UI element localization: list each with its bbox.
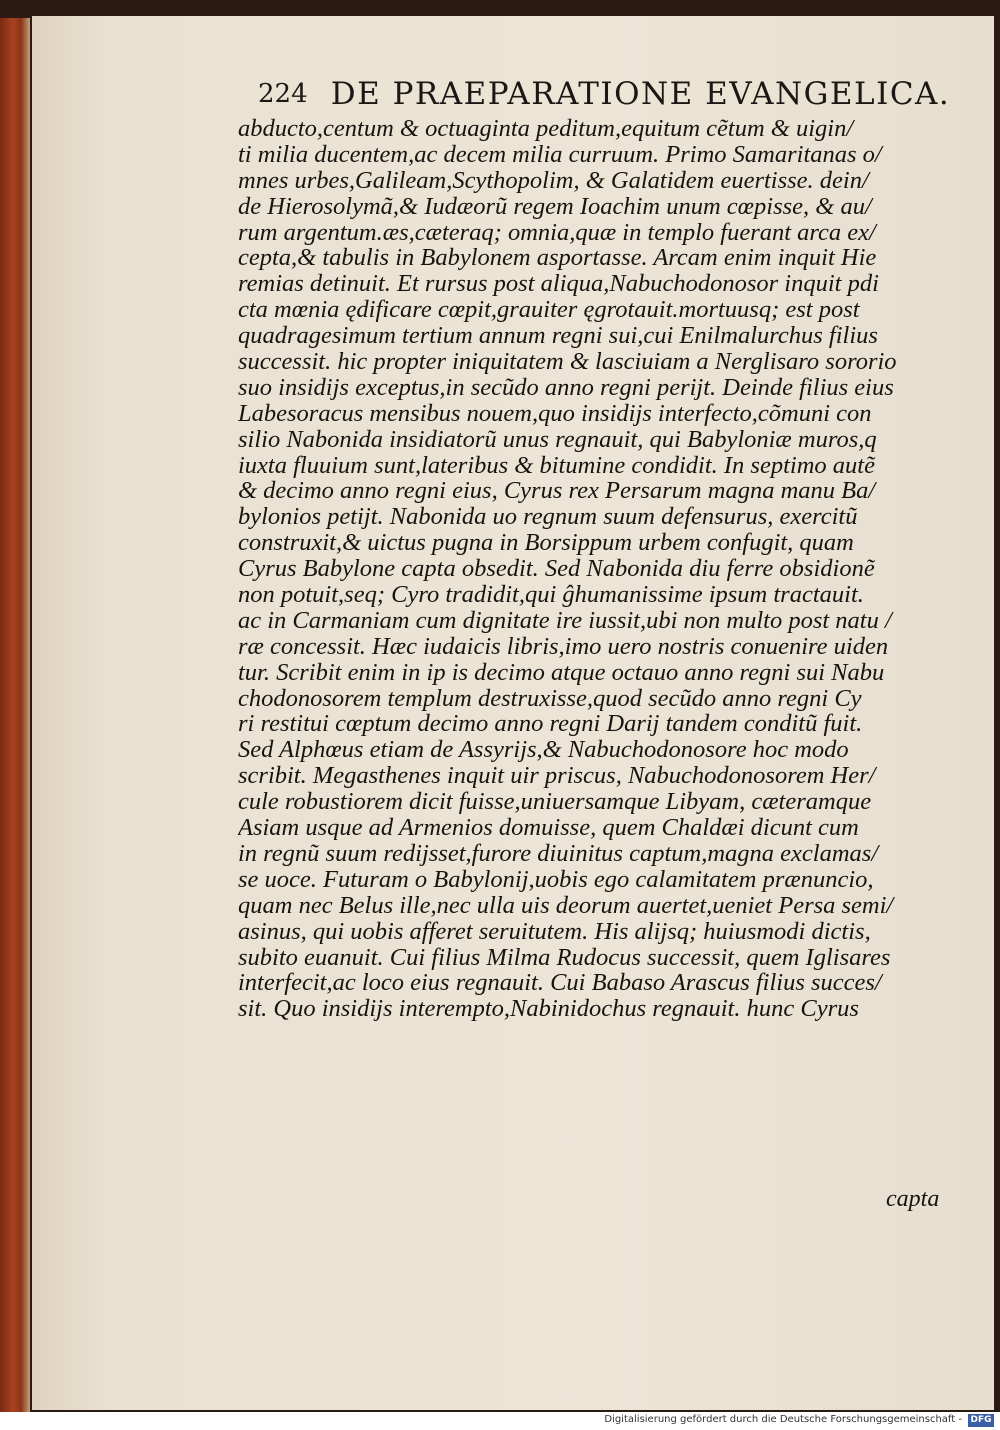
text-line: abducto,centum & octuaginta peditum,equitum cẽtum & uigin/ — [238, 116, 854, 142]
page-number: 224 — [258, 79, 308, 109]
text-line: rum argentum.æs,cæteraq; omnia,quæ in templo fuerant arca ex/ — [238, 219, 876, 246]
footer-bar — [0, 1412, 1000, 1430]
body-text — [238, 116, 960, 1022]
text-line: ac in Carmaniam cum dignitate ire iussit,ubi non multo post natu / — [238, 607, 892, 634]
text-line: Labesoracus mensibus nouem,quo insidijs interfecto,cõmuni con — [238, 400, 872, 427]
catchword: capta — [886, 1186, 940, 1212]
text-line: ri restitui cœptum decimo anno regni Darij tandem conditũ fuit. — [238, 711, 863, 738]
text-line: silio Nabonida insidiatorũ unus regnauit, qui Babyloniæ muros,q — [238, 426, 877, 453]
text-line: cule robustiorem dicit fuisse,uniuersamque Libyam, cæteramque — [238, 789, 872, 816]
text-line: scribit. Megasthenes inquit uir priscus, Nabuchodonosorem Her/ — [238, 763, 876, 790]
text-line: bylonios petijt. Nabonida uo regnum suum defensurus, exercitũ — [238, 504, 858, 531]
text-line: quadragesimum tertium annum regni sui,cui Enilmalurchus filius — [238, 323, 878, 350]
text-line: & decimo anno regni eius, Cyrus rex Persarum magna manu Ba/ — [238, 478, 876, 505]
text-line: ræ concessit. Hæc iudaicis libris,imo uero nostris conuenire uiden — [238, 633, 889, 660]
text-line: interfecit,ac loco eius regnauit. Cui Babaso Arascus filius succes/ — [238, 970, 882, 997]
text-line: se uoce. Futuram o Babylonij,uobis ego calamitatem prænuncio, — [238, 866, 874, 893]
text-line: ti milia ducentem,ac decem milia curruum. Primo Samaritanas o/ — [238, 141, 882, 168]
text-line: successit. hic propter iniquitatem & lasciuiam a Nerglisaro sororio — [238, 349, 897, 375]
text-line: cepta,& tabulis in Babylonem asportasse. Arcam enim inquit Hie — [238, 245, 877, 272]
text-line: sit. Quo insidijs interempto,Nabinidochus regnauit. hunc Cyrus — [238, 996, 859, 1023]
dfg-logo: DFG — [968, 1414, 994, 1427]
text-line: de Hierosolymã,& Iudæorũ regem Ioachim unum cœpisse, & au/ — [238, 193, 872, 220]
text-line: mnes urbes,Galileam,Scythopolim, & Galatidem euertisse. dein/ — [238, 167, 869, 194]
text-line: tur. Scribit enim in ip is decimo atque octauo anno regni sui Nabu — [238, 659, 885, 686]
text-line: chodonosorem templum destruxisse,quod secũdo anno regni Cy — [238, 685, 862, 712]
text-line: suo insidijs exceptus,in secũdo anno regni perijt. Deinde filius eius — [238, 374, 894, 401]
funding-credit: Digitalisierung gefördert durch die Deutsche Forschungsgemeinschaft - — [604, 1414, 962, 1425]
running-title: DE PRAEPARATIONE EVANGELICA. — [330, 76, 951, 112]
text-line: Cyrus Babylone capta obsedit. Sed Nabonida diu ferre obsidionẽ — [238, 556, 875, 583]
text-line: Asiam usque ad Armenios domuisse, quem Chaldæi dicunt cum — [238, 815, 859, 841]
text-line: remias detinuit. Et rursus post aliqua,Nabuchodonosor inquit pdi — [238, 271, 879, 298]
text-line: in regnũ suum redijsset,furore diuinitus captum,magna exclamas/ — [238, 840, 879, 867]
book-spine-edge — [0, 18, 30, 1412]
text-line: iuxta fluuium sunt,lateribus & bitumine condidit. In septimo autẽ — [238, 452, 875, 479]
text-line: Sed Alphœus etiam de Assyrijs,& Nabuchodonosore hoc modo — [238, 737, 849, 764]
text-line: non potuit,seq; Cyro tradidit,qui ĝhumanissime ipsum tractauit. — [238, 582, 864, 608]
text-line: cta mœnia ędificare cœpit,grauiter ęgrotauit.mortuusq; est post — [238, 297, 860, 324]
text-line: subito euanuit. Cui filius Milma Rudocus successit, quem Iglisares — [238, 944, 891, 971]
text-line: construxit,& uictus pugna in Borsippum urbem confugit, quam — [238, 530, 854, 557]
page-header — [258, 76, 978, 120]
text-line: quam nec Belus ille,nec ulla uis deorum auertet,ueniet Persa semi/ — [238, 892, 894, 919]
text-line: asinus, qui uobis afferet seruitutem. His alijsq; huiusmodi dictis, — [238, 918, 871, 945]
